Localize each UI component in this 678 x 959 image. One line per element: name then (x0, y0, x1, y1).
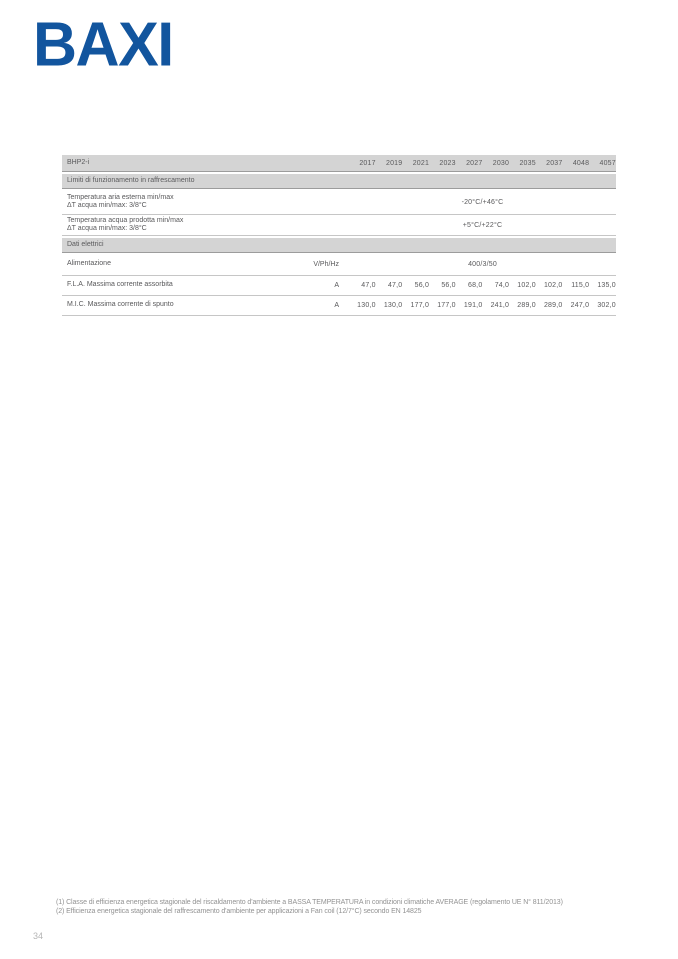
row-value: 241,0 (490, 302, 510, 309)
row-value: 102,0 (543, 282, 563, 289)
row-value: 74,0 (494, 282, 510, 289)
row-value: 177,0 (437, 302, 456, 309)
model-column-header: 4057 (599, 159, 616, 167)
section-title: Limiti di funzionamento in raffrescamento (67, 176, 195, 184)
row-value: 177,0 (410, 302, 430, 309)
row-value: 56,0 (414, 282, 430, 289)
section-header-cooling-limits (62, 174, 616, 189)
model-column-header: 2019 (386, 159, 403, 167)
row-label-line1: Temperatura aria esterna min/max (67, 193, 174, 201)
row-value: 302,0 (597, 302, 616, 309)
row-value-span: -20°C/+46°C (461, 198, 504, 206)
row-unit: V/Ph/Hz (313, 261, 339, 268)
row-value: 289,0 (517, 302, 536, 309)
model-columns (349, 160, 616, 167)
row-label-line2: ΔT acqua min/max: 3/8°C (67, 202, 147, 209)
row-value: 102,0 (517, 282, 536, 289)
row-value: 289,0 (543, 302, 563, 309)
table-header-row (62, 155, 616, 172)
row-value: 135,0 (597, 282, 616, 289)
model-column-header: 2037 (546, 159, 563, 167)
model-column-header: 2030 (492, 159, 510, 167)
table-row-fla (62, 276, 616, 296)
section-title: Dati elettrici (67, 240, 104, 248)
row-value-span: +5°C/+22°C (462, 221, 503, 229)
row-values (349, 302, 616, 309)
row-value: 56,0 (441, 282, 456, 289)
row-value: 247,0 (570, 302, 590, 309)
model-column-header: 2027 (466, 159, 483, 167)
row-value: 191,0 (463, 302, 483, 309)
row-label: Alimentazione (67, 260, 111, 268)
row-label (62, 217, 313, 234)
table-row-mic (62, 296, 616, 316)
row-unit: A (334, 282, 339, 289)
row-label-line1: Temperatura acqua prodotta min/max (67, 216, 184, 224)
row-value: 47,0 (361, 282, 376, 289)
model-column-header: 2017 (359, 159, 376, 167)
row-values (349, 282, 616, 289)
row-unit: A (334, 302, 339, 309)
row-value: 130,0 (383, 302, 403, 309)
row-value: 68,0 (468, 282, 483, 289)
series-name: BHP2-i (67, 158, 90, 166)
row-value: 130,0 (357, 302, 376, 309)
model-column-header: 2021 (412, 159, 430, 167)
spec-table (62, 155, 616, 316)
footnotes (56, 898, 636, 916)
row-value-span: 400/3/50 (468, 261, 497, 268)
table-row-alimentazione (62, 254, 616, 276)
row-value: 47,0 (387, 282, 403, 289)
baxi-logo: BAXI (33, 9, 173, 79)
row-label: F.L.A. Massima corrente assorbita (67, 281, 173, 289)
footnote-2: (2) Efficienza energetica stagionale del raffrescamento d'ambiente per applicazioni a Fan coil (12/7°C) secondo EN 14825 (56, 908, 422, 915)
model-column-header: 2023 (439, 159, 456, 167)
table-row-temp-aria-esterna (62, 190, 616, 215)
row-label: M.I.C. Massima corrente di spunto (67, 301, 174, 309)
page-number: 34 (33, 931, 44, 941)
footnote-1: (1) Classe di efficienza energetica stagionale del riscaldamento d'ambiente a BASSA TEMPERATURA in condizioni climatiche AVERAGE (regolamento UE N° 811/2013) (56, 899, 563, 906)
row-label (62, 194, 313, 211)
row-label-line2: ΔT acqua min/max: 3/8°C (67, 225, 147, 232)
table-row-temp-acqua-prodotta (62, 215, 616, 236)
model-column-header: 4048 (572, 159, 590, 167)
model-column-header: 2035 (519, 159, 536, 167)
row-value: 115,0 (571, 282, 590, 289)
section-header-electrical-data (62, 238, 616, 253)
